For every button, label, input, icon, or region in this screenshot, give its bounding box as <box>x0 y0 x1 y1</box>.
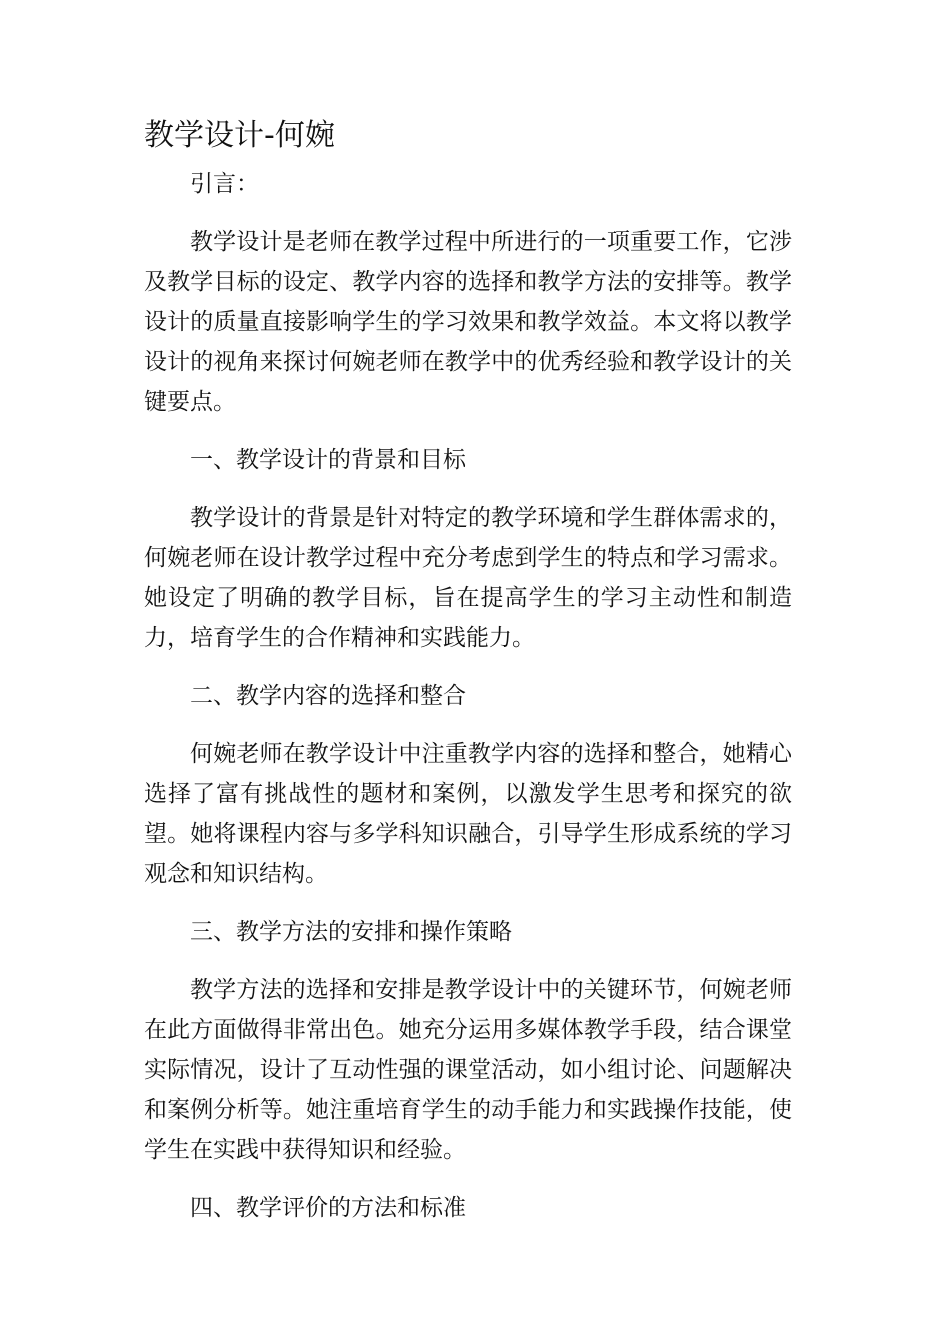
intro-label: 引言： <box>190 171 259 197</box>
section-paragraph-1: 教学设计的背景是针对特定的教学环境和学生群体需求的，何婉老师在设计教学过程中充分考虑到学生的特点和学习需求。她设定了明确的教学目标，旨在提高学生的学习主动性和制造力，培育学生的合作精神和实践能力。 <box>144 505 792 651</box>
section-heading-1: 一、教学设计的背景和目标 <box>190 447 466 473</box>
section-paragraph-2: 何婉老师在教学设计中注重教学内容的选择和整合，她精心选择了富有挑战性的题材和案例，以激发学生思考和探究的欲望。她将课程内容与多学科知识融合，引导学生形成系统的学习观念和知识结构。 <box>144 741 792 887</box>
section-paragraph-3: 教学方法的选择和安排是教学设计中的关键环节，何婉老师在此方面做得非常出色。她充分运用多媒体教学手段，结合课堂实际情况，设计了互动性强的课堂活动，如小组讨论、问题解决和案例分析等。她注重培育学生的动手能力和实践操作技能，使学生在实践中获得知识和经验。 <box>144 977 792 1163</box>
section-heading-2: 二、教学内容的选择和整合 <box>190 683 466 709</box>
intro-paragraph: 教学设计是老师在教学过程中所进行的一项重要工作，它涉及教学目标的设定、教学内容的选择和教学方法的安排等。教学设计的质量直接影响学生的学习效果和教学效益。本文将以教学设计的视角来探讨何婉老师在教学中的优秀经验和教学设计的关键要点。 <box>144 229 792 415</box>
section-heading-3: 三、教学方法的安排和操作策略 <box>190 919 512 945</box>
document-body <box>144 164 792 1246</box>
document-title: 教学设计-何婉 <box>144 118 335 153</box>
section-heading-4: 四、教学评价的方法和标准 <box>190 1195 466 1221</box>
